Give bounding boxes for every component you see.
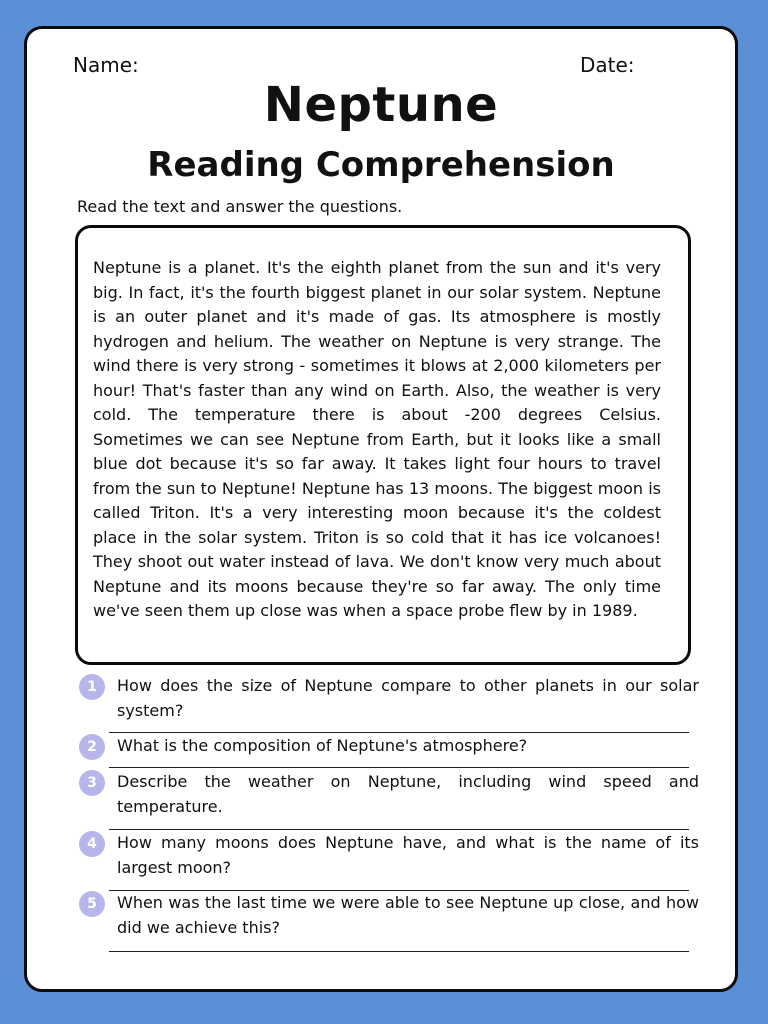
answer-line[interactable]	[109, 767, 689, 768]
answer-line[interactable]	[109, 829, 689, 830]
instructions-text: Read the text and answer the questions.	[77, 197, 403, 216]
question-number-badge: 5	[79, 891, 105, 917]
question-text: What is the composition of Neptune's atmosphere?	[117, 736, 528, 755]
question-number-badge: 3	[79, 770, 105, 796]
reading-passage: Neptune is a planet. It's the eighth planet from the sun and it's very big. In fact, it's the fourth biggest planet in our solar system. Neptune is an outer planet and it's made of gas. Its atmosphere is mostly hydrogen and helium. The weather on Neptune is very strange. The wind there is very strong - sometimes it blows at 2,000 kilometers per hour! That's faster than any wind on Earth. Also, the weather is very cold. The temperature there is about -200 degrees Celsius. Sometimes we can see Neptune from Earth, but it looks like a small blue dot because it's so far away. It takes light four hours to travel from the sun to Neptune! Neptune has 13 moons. The biggest moon is called Triton. It's a very interesting moon because it's the coldest place in the solar system. Triton is so cold that it has ice volcanoes! They shoot out water instead of lava. We don't know very much about Neptune and its moons because they're so far away. The only time we've seen them up close was when a space probe flew by in 1989.	[93, 258, 661, 620]
name-label: Name:	[73, 53, 139, 77]
worksheet-subtitle: Reading Comprehension	[147, 145, 615, 185]
question-text: When was the last time we were able to see Neptune up close, and how did we achieve this?	[117, 893, 699, 937]
date-label: Date:	[580, 53, 635, 77]
question-text: How does the size of Neptune compare to other planets in our solar system?	[117, 676, 699, 720]
question-number-badge: 1	[79, 674, 105, 700]
question-text: How many moons does Neptune have, and what is the name of its largest moon?	[117, 833, 699, 877]
answer-line[interactable]	[109, 951, 689, 952]
worksheet-page	[24, 26, 738, 992]
worksheet-title: Neptune	[263, 77, 499, 133]
question-number-badge: 4	[79, 831, 105, 857]
question-text: Describe the weather on Neptune, including wind speed and temperature.	[117, 772, 699, 816]
question-number-badge: 2	[79, 734, 105, 760]
answer-line[interactable]	[109, 732, 689, 733]
reading-passage-box	[75, 225, 691, 665]
